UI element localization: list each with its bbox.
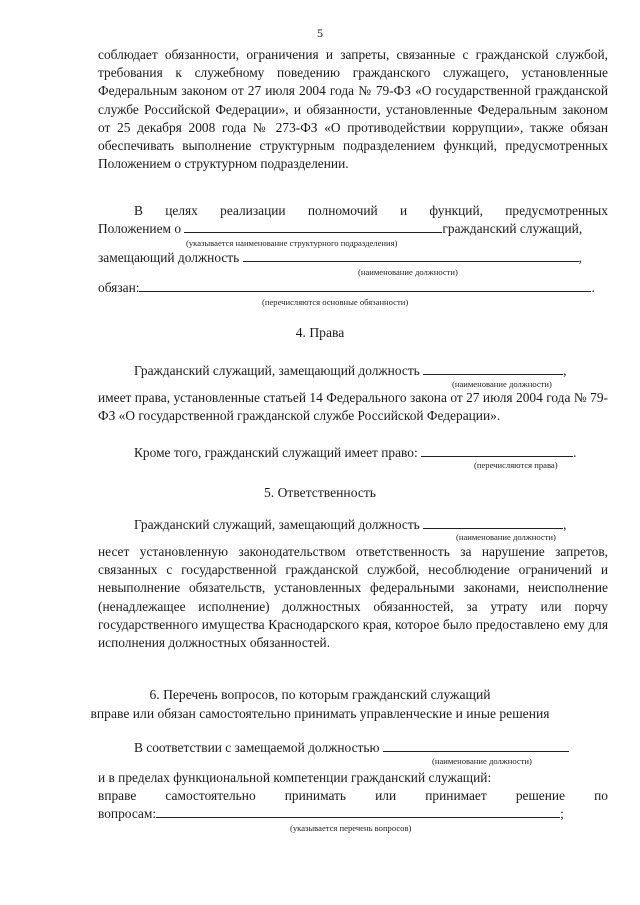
section-4-extra-line	[134, 445, 576, 461]
section-5-paragraph: несет установленную законодательством ответственность за нарушение запретов, связанных с государственной гражданской службой, несоблюдение ограничений и невыполнение обязательств, установленных федеральными законами, неисполнение (ненадлежащее исполнение) должностных обязанностей, за утрату или порчу государственного имущества Краснодарского края, которое было предоставлено ему для исполнения должностных обязанностей.	[98, 544, 608, 651]
section-4-position-text: Гражданский служащий, замещающий должность	[134, 363, 420, 378]
section-6-heading-line-1: 6. Перечень вопросов, по которым гражданский служащий	[149, 687, 491, 702]
position-blank[interactable]	[243, 250, 579, 262]
hint-questions: (указывается перечень вопросов)	[290, 823, 412, 833]
decision-word: вправе	[98, 788, 137, 803]
section-5-position-line	[134, 517, 567, 533]
duties-position-line	[98, 250, 582, 266]
duties-list-line	[98, 280, 595, 296]
duties-unit-prefix: Положением о	[98, 221, 182, 236]
section-4-hint-position: (наименование должности)	[452, 379, 552, 389]
section-6-questions-prefix: вопросам:	[98, 806, 157, 821]
hint-unit: (указывается наименование структурного подразделения)	[186, 238, 398, 248]
section-6-hint-position: (наименование должности)	[432, 756, 532, 766]
duties-unit-suffix: гражданский служащий,	[442, 221, 583, 236]
section-6-position-text: В соответствии с замещаемой должностью	[134, 740, 380, 755]
decision-word: или	[375, 788, 397, 803]
duties-intro-line: В целях реализации полномочий и функций, предусмотренных	[134, 203, 608, 218]
questions-blank[interactable]	[156, 806, 560, 818]
hint-rights: (перечисляются права)	[474, 460, 558, 470]
section-6-position-line	[134, 740, 569, 756]
duties-unit-line	[98, 221, 582, 237]
section-4-heading: 4. Права	[295, 325, 345, 340]
hint-position: (наименование должности)	[358, 267, 458, 277]
section-5-heading: 5. Ответственность	[263, 485, 377, 500]
duties-position-suffix: ,	[578, 250, 582, 265]
section-6-questions-line	[98, 806, 564, 822]
section-5-position-suffix: ,	[563, 517, 567, 532]
duties-position-prefix: замещающий должность	[98, 250, 240, 265]
hint-duties: (перечисляются основные обязанности)	[262, 297, 409, 307]
section-4-position-blank[interactable]	[423, 363, 563, 375]
decision-word: принимает	[425, 788, 487, 803]
section-5-position-blank[interactable]	[423, 517, 563, 529]
section-4-paragraph: имеет права, установленные статьей 14 Федерального закона от 27 июля 2004 года № 79-ФЗ «О государственной гражданской службе Российской Федерации».	[98, 390, 608, 424]
rights-blank[interactable]	[421, 445, 573, 457]
section-6-position-blank[interactable]	[383, 740, 569, 752]
section-6-questions-suffix: ;	[560, 806, 564, 821]
decision-word: самостоятельно	[165, 788, 256, 803]
decision-word: принимать	[284, 788, 347, 803]
section-6-heading-line-2: вправе или обязан самостоятельно принимать управленческие и иные решения	[90, 706, 550, 721]
section-5-hint-position: (наименование должности)	[456, 532, 556, 542]
section-4-position-line	[134, 363, 567, 379]
section-6-competence-line: и в пределах функциональной компетенции гражданский служащий:	[98, 770, 492, 785]
section-6-decision-line	[98, 788, 608, 804]
intro-paragraph: соблюдает обязанности, ограничения и запреты, связанные с гражданской службой, требования к служебному поведению гражданского служащего, установленные Федеральным законом от 27 июля 2004 года № 79-ФЗ «О государственной гражданской службе Российской Федерации», и обязанности, установленные Федеральным законом от 25 декабря 2008 года № 273-ФЗ «О противодействии коррупции», также обязан обеспечивать выполнение структурным подразделением функций, предусмотренных Положением о структурном подразделении.	[98, 47, 608, 172]
decision-word: по	[594, 788, 608, 803]
section-4-extra-text: Кроме того, гражданский служащий имеет право:	[134, 445, 418, 460]
page-number: 5	[317, 26, 323, 40]
decision-word: решение	[515, 788, 565, 803]
duties-list-suffix: .	[591, 280, 595, 295]
unit-name-blank[interactable]	[184, 221, 442, 233]
section-4-extra-suffix: .	[573, 445, 577, 460]
duties-blank[interactable]	[139, 280, 591, 292]
section-4-position-suffix: ,	[563, 363, 567, 378]
section-5-position-text: Гражданский служащий, замещающий должность	[134, 517, 420, 532]
duties-list-prefix: обязан:	[98, 280, 140, 295]
